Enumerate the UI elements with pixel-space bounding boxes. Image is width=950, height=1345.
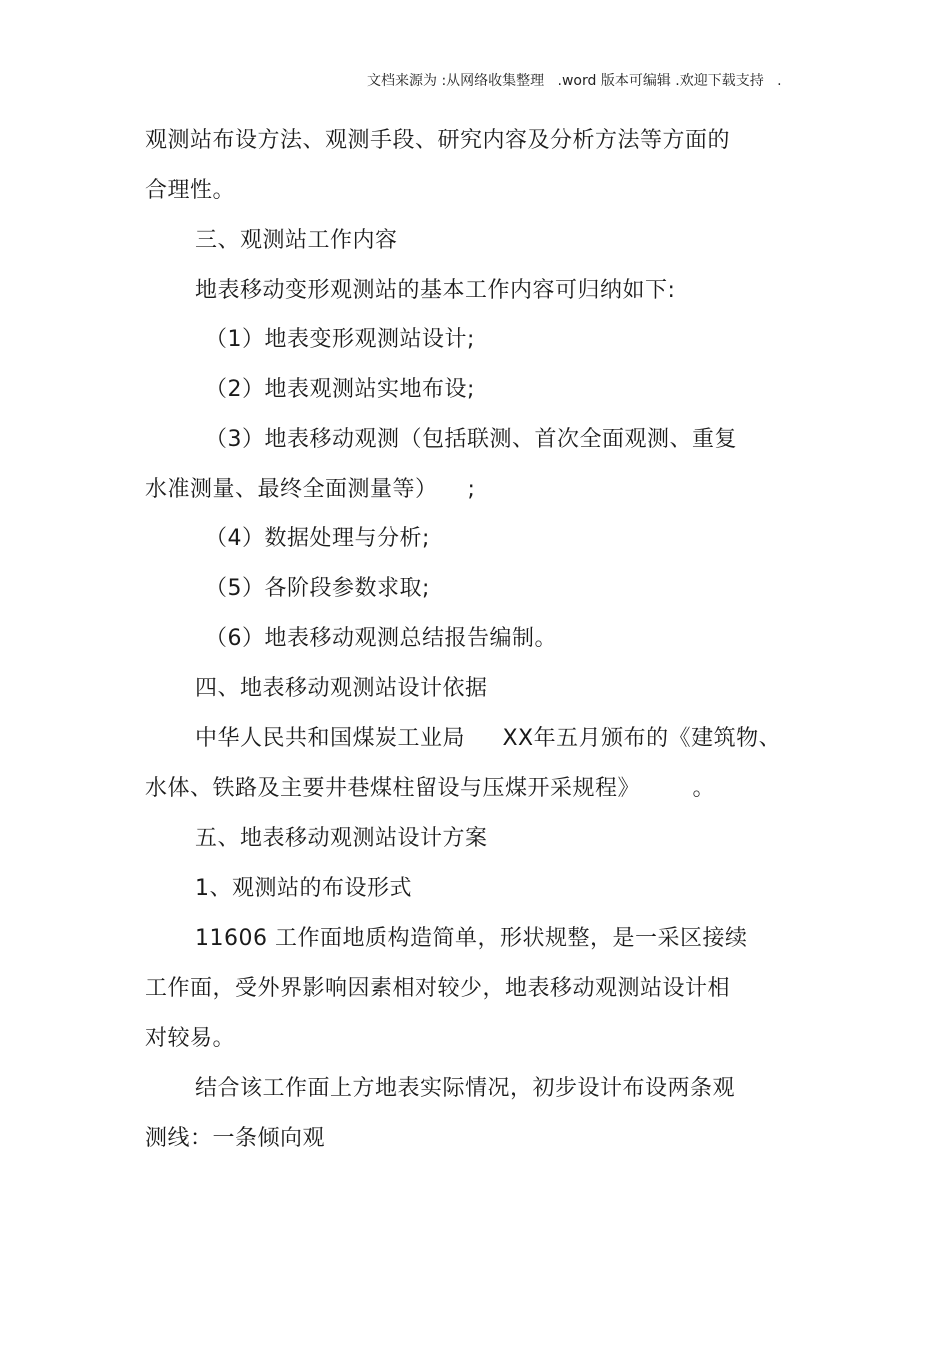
section-heading: 五、地表移动观测站设计方案 <box>195 826 488 851</box>
text-line: 地表移动变形观测站的基本工作内容可归纳如下: <box>195 278 676 303</box>
text-line: 11606 工作面地质构造简单，形状规整，是一采区接续 <box>195 926 748 951</box>
text-line: 合理性。 <box>145 178 236 203</box>
section-heading: 三、观测站工作内容 <box>195 228 398 253</box>
list-item: （4）数据处理与分析; <box>205 526 430 551</box>
list-item: （2）地表观测站实地布设; <box>205 377 475 402</box>
text-line: 测线：一条倾向观 <box>145 1126 326 1151</box>
page-header: 文档来源为 :从网络收集整理 .word 版本可编辑 .欢迎下载支持 . <box>367 73 782 89</box>
list-item: （1）地表变形观测站设计; <box>205 327 475 352</box>
text-line: 水准测量、最终全面测量等） ; <box>145 477 476 502</box>
text-line: 工作面，受外界影响因素相对较少，地表移动观测站设计相 <box>145 976 731 1001</box>
section-heading: 四、地表移动观测站设计依据 <box>195 676 488 701</box>
text-line: 水体、铁路及主要井巷煤柱留设与压煤开采规程》 。 <box>145 776 715 801</box>
text-line: 结合该工作面上方地表实际情况，初步设计布设两条观 <box>195 1076 736 1101</box>
list-item: （3）地表移动观测（包括联测、首次全面观测、重复 <box>205 427 737 452</box>
list-item: （5）各阶段参数求取; <box>205 576 430 601</box>
list-item: （6）地表移动观测总结报告编制。 <box>205 626 557 651</box>
subsection-heading: 1、观测站的布设形式 <box>195 876 412 901</box>
text-line: 对较易。 <box>145 1026 236 1051</box>
text-line: 中华人民共和国煤炭工业局 XX年五月颁布的《建筑物、 <box>195 726 782 751</box>
text-line: 观测站布设方法、观测手段、研究内容及分析方法等方面的 <box>145 128 731 153</box>
